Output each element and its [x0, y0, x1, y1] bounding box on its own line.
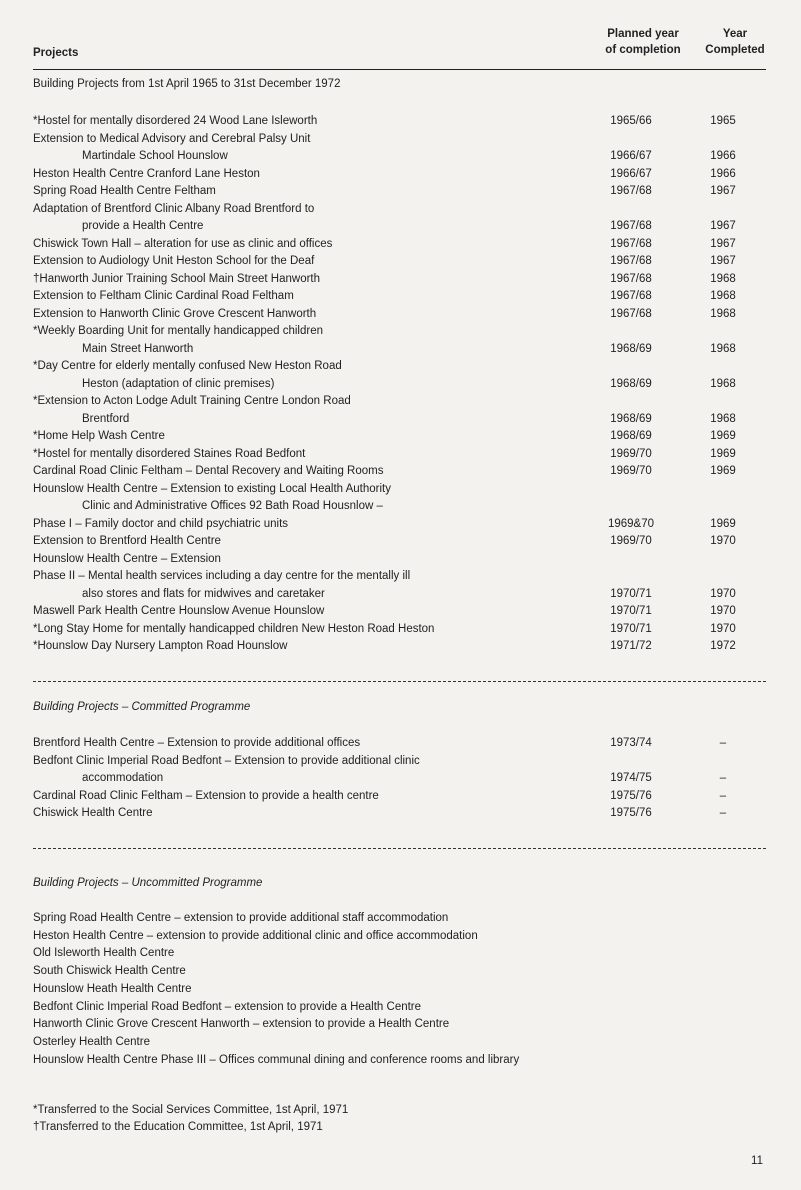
- table-row: [0, 788, 801, 806]
- footnote-education: †Transferred to the Education Committee, 1st April, 1971: [33, 1121, 323, 1133]
- project-description-line: Spring Road Health Centre Feltham: [33, 185, 216, 197]
- table-row: [0, 271, 801, 289]
- section-3-items: [0, 910, 801, 1069]
- year-completed-cell: 1966: [710, 167, 736, 180]
- project-description-line: *Hounslow Day Nursery Lampton Road Hounslow: [33, 640, 288, 652]
- table-row: [0, 463, 801, 481]
- project-description-line: *Weekly Boarding Unit for mentally handicapped children: [33, 325, 324, 337]
- table-row: [0, 753, 801, 788]
- planned-year-cell: 1969/70: [610, 447, 652, 460]
- project-description-line: Phase II – Mental health services including a day centre for the mentally ill: [33, 570, 411, 582]
- planned-year-cell: 1968/69: [610, 377, 652, 390]
- project-description-line: *Hostel for mentally disordered 24 Wood Lane Isleworth: [33, 115, 318, 127]
- project-description: [0, 735, 573, 753]
- project-description-line: provide a Health Centre: [82, 220, 204, 232]
- project-description: [0, 603, 573, 621]
- list-item: Osterley Health Centre: [33, 1035, 150, 1048]
- planned-year-cell: 1975/76: [610, 789, 652, 802]
- year-completed-cell: –: [719, 807, 727, 819]
- year-completed-cell: 1967: [710, 185, 736, 197]
- project-description-line: Brentford: [82, 412, 130, 425]
- project-description-line: *Extension to Acton Lodge Adult Training Centre London Road: [33, 395, 351, 407]
- year-completed-cell: 1969: [710, 517, 736, 530]
- project-description: [0, 236, 573, 254]
- project-description: [0, 533, 573, 551]
- year-completed-cell: 1968: [710, 290, 736, 302]
- project-description-line: Chiswick Health Centre: [33, 807, 153, 819]
- section-2-title: Building Projects – Committed Programme: [33, 701, 251, 713]
- project-description: [0, 753, 573, 788]
- table-row: [0, 446, 801, 464]
- year-completed-cell: 1966: [710, 150, 736, 162]
- table-row: [0, 481, 801, 516]
- table-row: [0, 568, 801, 603]
- year-completed-cell: 1969: [710, 430, 736, 442]
- project-description: [0, 131, 573, 166]
- table-row: [0, 533, 801, 551]
- table-row: [0, 805, 801, 823]
- table-row: [0, 253, 801, 271]
- project-description-line: Cardinal Road Clinic Feltham – Extension to provide a health centre: [33, 789, 379, 802]
- planned-year-cell: 1967/68: [610, 185, 652, 197]
- project-description: [0, 446, 573, 464]
- project-description: [0, 638, 573, 656]
- planned-year-cell: 1969&70: [607, 517, 655, 530]
- year-completed-cell: 1968: [710, 342, 736, 355]
- project-description: [0, 113, 573, 131]
- project-description: [0, 621, 573, 639]
- project-description: [0, 481, 573, 516]
- year-completed-cell: 1967: [710, 255, 736, 267]
- planned-year-cell: 1967/68: [610, 255, 652, 267]
- project-description: [0, 805, 573, 823]
- project-description: [0, 253, 573, 271]
- list-item: Hanworth Clinic Grove Crescent Hanworth – extension to provide a Health Centre: [33, 1018, 450, 1031]
- year-completed-cell: 1972: [710, 640, 736, 652]
- project-description: [0, 516, 573, 534]
- project-description: [0, 271, 573, 289]
- header-planned-line2: of completion: [605, 44, 681, 56]
- header-planned-line1: Planned year: [607, 28, 679, 40]
- list-item: Old Isleworth Health Centre: [33, 947, 175, 960]
- planned-year-cell: 1973/74: [610, 737, 652, 749]
- project-description-line: accommodation: [82, 772, 164, 784]
- project-description-line: *Home Help Wash Centre: [33, 430, 165, 442]
- table-row: [0, 236, 801, 254]
- project-description: [0, 166, 573, 184]
- project-description: [0, 463, 573, 481]
- planned-year-cell: 1968/69: [610, 342, 652, 355]
- project-description-line: Brentford Health Centre – Extension to provide additional offices: [33, 737, 361, 749]
- list-item: Hounslow Heath Health Centre: [33, 982, 192, 995]
- header-year-completed: [705, 26, 765, 58]
- header-planned-year: [588, 26, 698, 58]
- year-completed-cell: 1968: [710, 307, 736, 320]
- table-row: [0, 288, 801, 306]
- planned-year-cell: 1968/69: [610, 430, 652, 442]
- header-rule: [33, 69, 766, 70]
- year-completed-cell: 1970: [710, 535, 736, 547]
- project-description: [0, 788, 573, 806]
- project-description-line: †Hanworth Junior Training School Main Street Hanworth: [33, 272, 321, 285]
- planned-year-cell: 1971/72: [610, 640, 652, 652]
- planned-year-cell: 1967/68: [610, 307, 652, 320]
- planned-year-cell: 1970/71: [610, 587, 652, 600]
- table-row: [0, 638, 801, 656]
- project-description-line: Extension to Audiology Unit Heston School for the Deaf: [33, 255, 315, 267]
- planned-year-cell: 1970/71: [610, 622, 652, 635]
- table-row: [0, 603, 801, 621]
- project-description-line: *Day Centre for elderly mentally confused New Heston Road: [33, 360, 342, 372]
- list-item: Hounslow Health Centre Phase III – Offices communal dining and conference rooms and library: [33, 1053, 520, 1066]
- table-row: [0, 551, 801, 569]
- footnotes: [33, 1102, 348, 1136]
- table-row: [0, 323, 801, 358]
- year-completed-cell: 1970: [710, 587, 736, 600]
- project-description: [0, 306, 573, 324]
- planned-year-cell: 1966/67: [610, 167, 652, 180]
- table-row: [0, 113, 801, 131]
- project-description-line: Cardinal Road Clinic Feltham – Dental Recovery and Waiting Rooms: [33, 465, 384, 477]
- planned-year-cell: 1975/76: [610, 807, 652, 819]
- table-header: [33, 24, 771, 64]
- section-divider-1: [33, 681, 766, 682]
- year-completed-cell: 1970: [710, 622, 736, 635]
- project-description: [0, 201, 573, 236]
- project-description-line: Hounslow Health Centre – Extension to existing Local Health Authority: [33, 482, 391, 495]
- year-completed-cell: 1969: [710, 465, 736, 477]
- project-description-line: *Long Stay Home for mentally handicapped children New Heston Road Heston: [33, 622, 435, 635]
- project-description: [0, 551, 573, 569]
- year-completed-cell: 1968: [710, 412, 736, 425]
- year-completed-cell: 1965: [710, 115, 736, 127]
- section-1-title: Building Projects from 1st April 1965 to 31st December 1972: [33, 78, 341, 90]
- project-description-line: Main Street Hanworth: [82, 342, 194, 355]
- planned-year-cell: 1969/70: [610, 465, 652, 477]
- project-description: [0, 428, 573, 446]
- section-2-rows: [0, 735, 801, 823]
- table-row: [0, 166, 801, 184]
- section-1-rows: [0, 113, 801, 656]
- planned-year-cell: 1970/71: [610, 605, 652, 617]
- planned-year-cell: 1967/68: [610, 220, 652, 232]
- planned-year-cell: 1967/68: [610, 237, 652, 250]
- project-description-line: Phase I – Family doctor and child psychiatric units: [33, 517, 289, 530]
- project-description-line: Bedfont Clinic Imperial Road Bedfont – Extension to provide additional clinic: [33, 754, 420, 767]
- year-completed-cell: 1968: [710, 272, 736, 285]
- year-completed-cell: –: [719, 737, 727, 749]
- list-item: South Chiswick Health Centre: [33, 965, 186, 978]
- project-description-line: Chiswick Town Hall – alteration for use as clinic and offices: [33, 237, 333, 250]
- table-row: [0, 621, 801, 639]
- project-description-line: also stores and flats for midwives and caretaker: [82, 587, 325, 600]
- project-description-line: Clinic and Administrative Offices 92 Bath Road Housnlow –: [82, 500, 383, 512]
- footnote-social-services: *Transferred to the Social Services Committee, 1st April, 1971: [33, 1104, 349, 1116]
- header-year-line1: Year: [722, 28, 748, 40]
- table-row: [0, 306, 801, 324]
- project-description-line: Adaptation of Brentford Clinic Albany Road Brentford to: [33, 202, 315, 215]
- list-item: Heston Health Centre – extension to provide additional clinic and office accommodation: [33, 929, 478, 942]
- table-row: [0, 358, 801, 393]
- year-completed-cell: –: [719, 772, 727, 784]
- planned-year-cell: 1969/70: [610, 535, 652, 547]
- table-row: [0, 516, 801, 534]
- table-row: [0, 183, 801, 201]
- year-completed-cell: 1969: [710, 447, 736, 460]
- project-description-line: Extension to Feltham Clinic Cardinal Road Feltham: [33, 290, 294, 302]
- table-row: [0, 735, 801, 753]
- project-description-line: Extension to Medical Advisory and Cerebral Palsy Unit: [33, 132, 311, 145]
- project-description-line: Heston (adaptation of clinic premises): [82, 377, 275, 390]
- project-description: [0, 323, 573, 358]
- planned-year-cell: 1967/68: [610, 290, 652, 302]
- table-row: [0, 428, 801, 446]
- project-description: [0, 183, 573, 201]
- list-item: Bedfont Clinic Imperial Road Bedfont – extension to provide a Health Centre: [33, 1000, 422, 1013]
- table-row: [0, 131, 801, 166]
- year-completed-cell: 1967: [710, 220, 736, 232]
- page-number: 11: [751, 1155, 763, 1167]
- planned-year-cell: 1965/66: [610, 115, 652, 127]
- year-completed-cell: 1967: [710, 237, 736, 250]
- year-completed-cell: 1968: [710, 377, 736, 390]
- planned-year-cell: 1967/68: [610, 272, 652, 285]
- project-description: [0, 358, 573, 393]
- project-description: [0, 568, 573, 603]
- planned-year-cell: 1968/69: [610, 412, 652, 425]
- table-row: [0, 201, 801, 236]
- list-item: Spring Road Health Centre – extension to provide additional staff accommodation: [33, 912, 449, 924]
- year-completed-cell: –: [719, 789, 727, 802]
- project-description-line: Extension to Hanworth Clinic Grove Crescent Hanworth: [33, 307, 317, 320]
- project-description-line: Extension to Brentford Health Centre: [33, 535, 221, 547]
- project-description-line: *Hostel for mentally disordered Staines Road Bedfont: [33, 447, 306, 460]
- project-description-line: Hounslow Health Centre – Extension: [33, 552, 221, 565]
- project-description: [0, 288, 573, 306]
- header-projects: Projects: [33, 47, 79, 59]
- project-description-line: Maswell Park Health Centre Hounslow Avenue Hounslow: [33, 605, 325, 617]
- header-year-line2: Completed: [705, 44, 765, 56]
- project-description-line: Martindale School Hounslow: [82, 150, 228, 162]
- section-divider-2: [33, 848, 766, 849]
- table-row: [0, 393, 801, 428]
- planned-year-cell: 1974/75: [610, 772, 652, 784]
- project-description: [0, 393, 573, 428]
- year-completed-cell: 1970: [710, 605, 736, 617]
- section-3-title: Building Projects – Uncommitted Programme: [33, 877, 263, 889]
- planned-year-cell: 1966/67: [610, 150, 652, 162]
- project-description-line: Heston Health Centre Cranford Lane Heston: [33, 167, 260, 180]
